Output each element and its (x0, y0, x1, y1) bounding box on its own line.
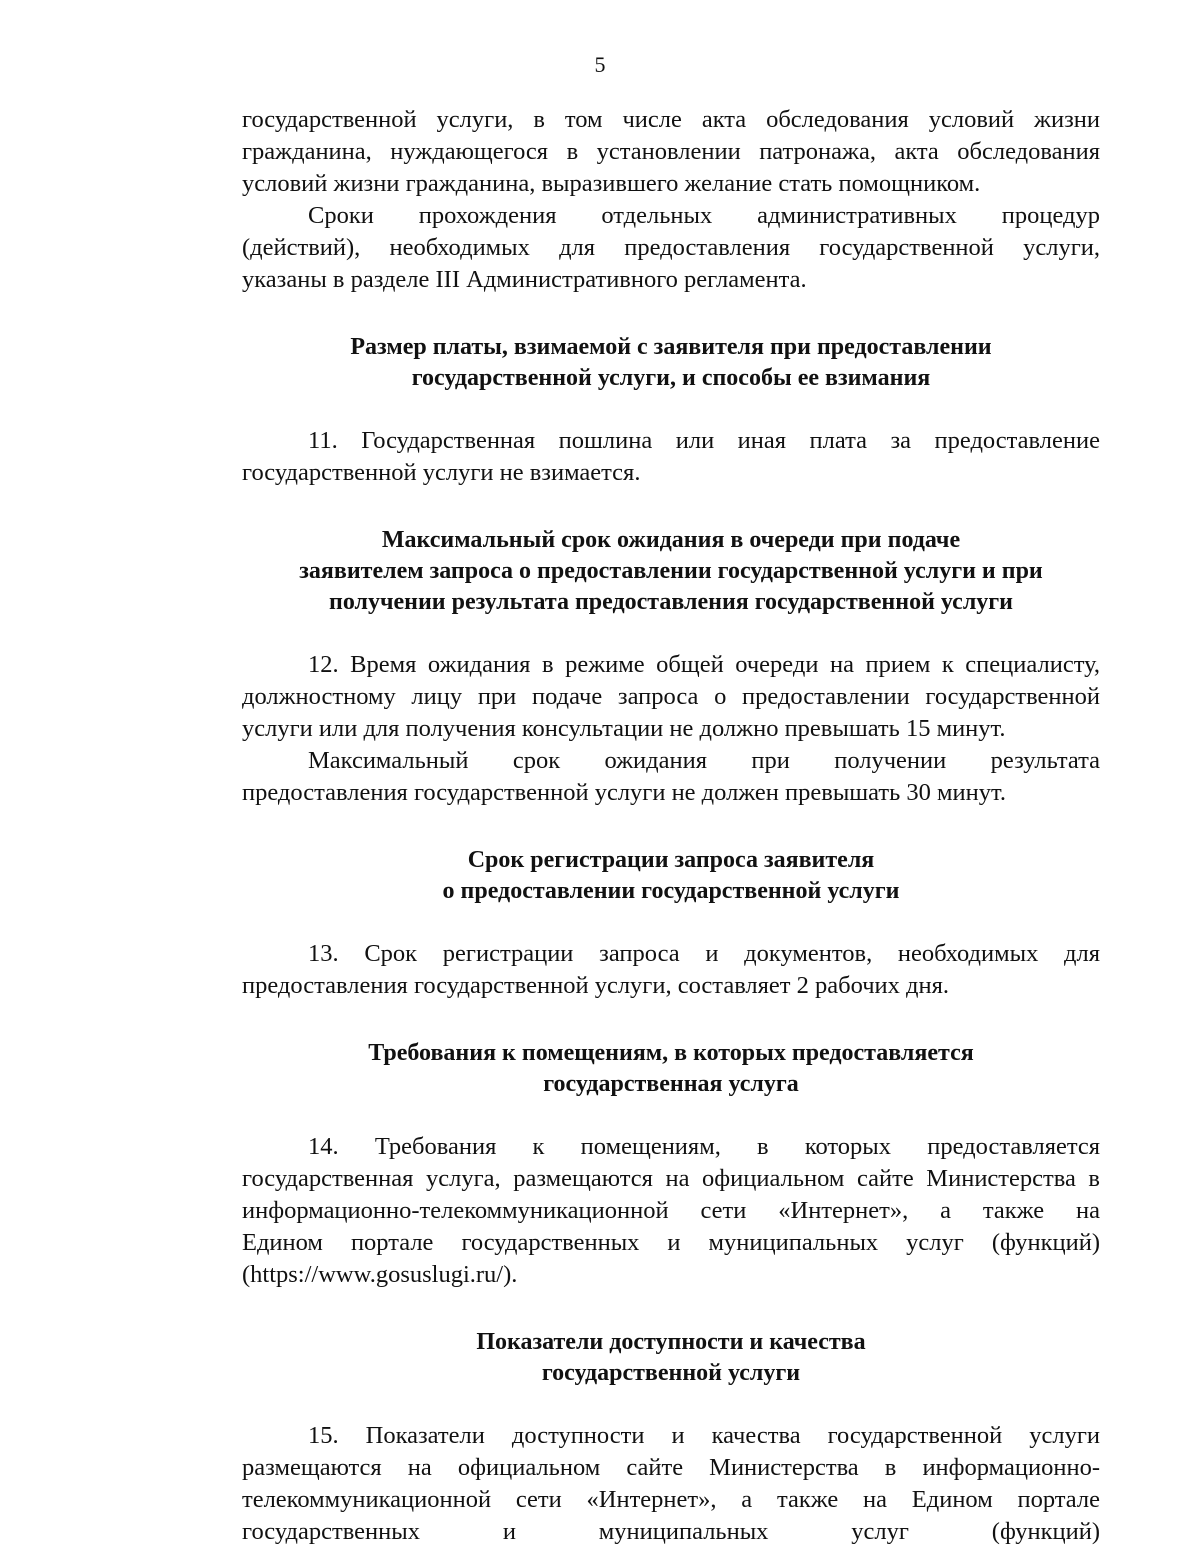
paragraph-max-wait (242, 745, 1100, 809)
section-heading-registration (242, 845, 1100, 907)
heading-line: государственной услуги, и способы ее взимания (411, 365, 931, 391)
paragraph-continuation (242, 104, 1100, 200)
document-body (242, 104, 1100, 1548)
text-line: 15. Показатели доступности и качества государственной услуги (308, 1422, 1100, 1449)
paragraph-13 (242, 938, 1100, 1002)
heading-line: государственная услуга (543, 1071, 799, 1097)
paragraph-15 (242, 1420, 1100, 1548)
text-line: государственной услуги, в том числе акта обследования условий жизни (242, 106, 1100, 133)
text-line: Сроки прохождения отдельных административных процедур (308, 202, 1100, 229)
text-line: государственных и муниципальных услуг (функций) (242, 1518, 1100, 1545)
text-line: телекоммуникационной сети «Интернет», а также на Едином портале (242, 1486, 1100, 1513)
heading-line: Размер платы, взимаемой с заявителя при предоставлении (350, 334, 992, 360)
text-line: 12. Время ожидания в режиме общей очереди на прием к специалисту, (308, 651, 1100, 678)
text-line: услуги или для получения консультации не должно превышать 15 минут. (242, 715, 1006, 742)
paragraph-procedure-terms (242, 200, 1100, 296)
heading-line: государственной услуги (541, 1360, 801, 1386)
text-line: размещаются на официальном сайте Министерства в информационно- (242, 1454, 1100, 1481)
text-line: Едином портале государственных и муниципальных услуг (функций) (242, 1229, 1100, 1256)
text-line: 13. Срок регистрации запроса и документов, необходимых для (308, 940, 1100, 967)
text-line: должностному лицу при подаче запроса о предоставлении государственной (242, 683, 1100, 710)
section-heading-quality (242, 1327, 1100, 1389)
text-line: (https://www.gosuslugi.ru/). (242, 1261, 518, 1288)
heading-line: получении результата предоставления государственной услуги (328, 589, 1014, 615)
heading-line: Требования к помещениям, в которых предоставляется (368, 1040, 974, 1066)
page-number: 5 (594, 52, 606, 77)
paragraph-11 (242, 425, 1100, 489)
text-line: гражданина, нуждающегося в установлении патронажа, акта обследования (242, 138, 1100, 165)
text-line: государственной услуги не взимается. (242, 459, 641, 486)
text-line: (действий), необходимых для предоставления государственной услуги, (242, 234, 1100, 261)
text-line: указаны в разделе III Административного регламента. (242, 266, 807, 293)
text-line: Максимальный срок ожидания при получении результата (308, 747, 1100, 774)
text-line: предоставления государственной услуги, составляет 2 рабочих дня. (242, 972, 949, 999)
paragraph-14 (242, 1131, 1100, 1291)
text-line: предоставления государственной услуги не должен превышать 30 минут. (242, 779, 1006, 806)
text-line: информационно-телекоммуникационной сети «Интернет», а также на (242, 1197, 1100, 1224)
text-line: 11. Государственная пошлина или иная плата за предоставление (308, 427, 1100, 454)
section-heading-premises (242, 1038, 1100, 1100)
heading-line: о предоставлении государственной услуги (442, 878, 900, 904)
paragraph-12 (242, 649, 1100, 745)
heading-line: Показатели доступности и качества (476, 1329, 866, 1355)
text-line: 14. Требования к помещениям, в которых предоставляется (308, 1133, 1100, 1160)
text-line: государственная услуга, размещаются на официальном сайте Министерства в (242, 1165, 1100, 1192)
heading-line: Максимальный срок ожидания в очереди при подаче (381, 527, 961, 553)
text-line: условий жизни гражданина, выразившего желание стать помощником. (242, 170, 981, 197)
section-heading-waiting-time (242, 525, 1100, 618)
heading-line: заявителем запроса о предоставлении государственной услуги и при (299, 558, 1043, 584)
heading-line: Срок регистрации запроса заявителя (467, 847, 875, 873)
section-heading-fee (242, 332, 1100, 394)
